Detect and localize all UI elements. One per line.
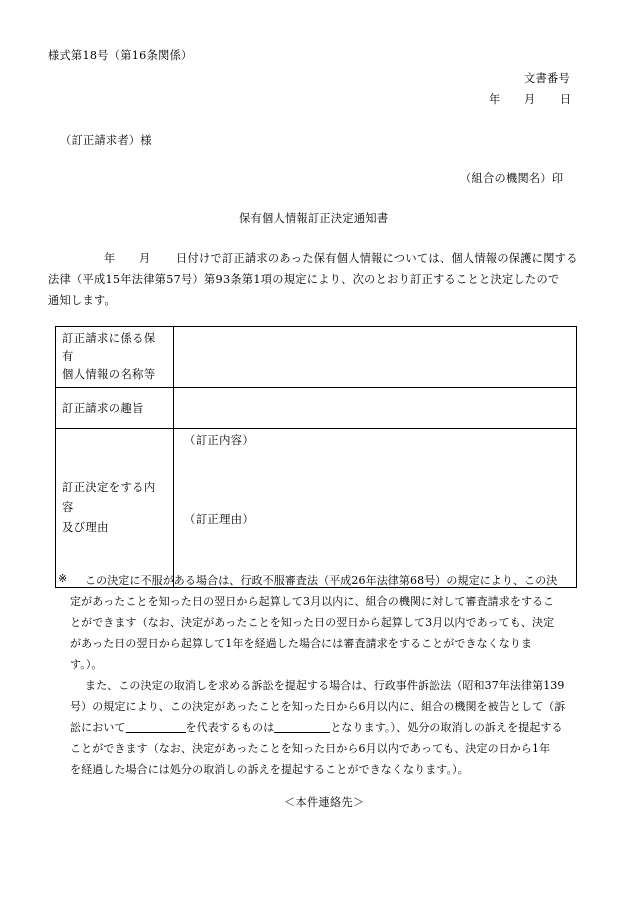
note-text: を代表するものは bbox=[185, 721, 275, 734]
row2-label: 訂正請求の趣旨 bbox=[62, 401, 144, 415]
row1-label-line: 訂正請求に係る保有 bbox=[62, 332, 156, 363]
correction-content-heading: （訂正内容） bbox=[184, 434, 255, 447]
note-text: となります。）、処分の取消しの訴えを提起する bbox=[330, 721, 563, 734]
note-mark: ※ bbox=[58, 572, 68, 585]
note-line: ことができます（なお、決定があったことを知った日から6月以内であっても、決定の日から1年 bbox=[70, 742, 551, 755]
note-line: 定があったことを知った日の翌日から起算して3月以内に、組合の機関に対して審査請求をするこ bbox=[70, 595, 555, 608]
body-month-label: 月 bbox=[139, 252, 151, 265]
note-line bbox=[70, 719, 563, 735]
table-value-cell bbox=[174, 429, 577, 588]
table-label-cell bbox=[56, 388, 174, 429]
table-row bbox=[56, 388, 577, 429]
body-line: 日付けで訂正請求のあった保有個人情報については、個人情報の保護に関する bbox=[176, 252, 578, 265]
note-line: があった日の翌日から起算して1年を経過した場合には審査請求をすることができなくなりま bbox=[70, 637, 533, 650]
table-label-cell bbox=[56, 429, 174, 588]
table-value-cell bbox=[174, 388, 577, 429]
table-label-cell bbox=[56, 327, 174, 388]
sender-organization: （組合の機関名）印 bbox=[460, 172, 564, 185]
representative-blank bbox=[274, 720, 330, 733]
contact-heading: ＜本件連絡先＞ bbox=[284, 796, 365, 809]
note-line: を経過した場合には処分の取消しの訴えを提起することができなくなります。）。 bbox=[70, 763, 469, 776]
note-line: 号）の規定により、この決定があったことを知った日から6月以内に、組合の機関を被告として（訴 bbox=[70, 700, 566, 713]
document-title: 保有個人情報訂正決定通知書 bbox=[239, 212, 389, 225]
row1-label-line: 個人情報の名称等 bbox=[62, 368, 156, 381]
note-line: この決定に不服がある場合は、行政不服審査法（平成26年法律第68号）の規定により、この決 bbox=[85, 574, 558, 587]
representative-blank bbox=[126, 720, 186, 733]
body-line: 法律（平成15年法律第57号）第93条第1項の規定により、次のとおり訂正することと決定したので bbox=[48, 273, 560, 286]
date-day-label: 日 bbox=[560, 93, 572, 106]
body-year-label: 年 bbox=[104, 252, 116, 265]
decision-table bbox=[55, 326, 577, 588]
date-month-label: 月 bbox=[524, 93, 536, 106]
table-value-cell bbox=[174, 327, 577, 388]
body-line: 通知します。 bbox=[48, 294, 117, 307]
note-text: 訟において bbox=[70, 721, 126, 734]
row3-label-line: 訂正決定をする内容 bbox=[62, 481, 156, 514]
row3-label-line: 及び理由 bbox=[62, 521, 109, 534]
note-line: とができます（なお、決定があったことを知った日の翌日から起算して3月以内であっても、決定 bbox=[70, 616, 555, 629]
correction-reason-heading: （訂正理由） bbox=[184, 513, 255, 526]
note-line: す。）。 bbox=[70, 658, 103, 671]
note-line: また、この決定の取消しを求める訴訟を提起する場合は、行政事件訴訟法（昭和37年法律第139 bbox=[85, 679, 565, 692]
table-row bbox=[56, 429, 577, 588]
recipient: （訂正請求者）様 bbox=[60, 134, 152, 147]
table-row bbox=[56, 327, 577, 388]
document-number-label: 文書番号 bbox=[524, 72, 570, 85]
form-number: 様式第18号（第16条関係） bbox=[48, 49, 193, 62]
date-year-label: 年 bbox=[489, 93, 501, 106]
